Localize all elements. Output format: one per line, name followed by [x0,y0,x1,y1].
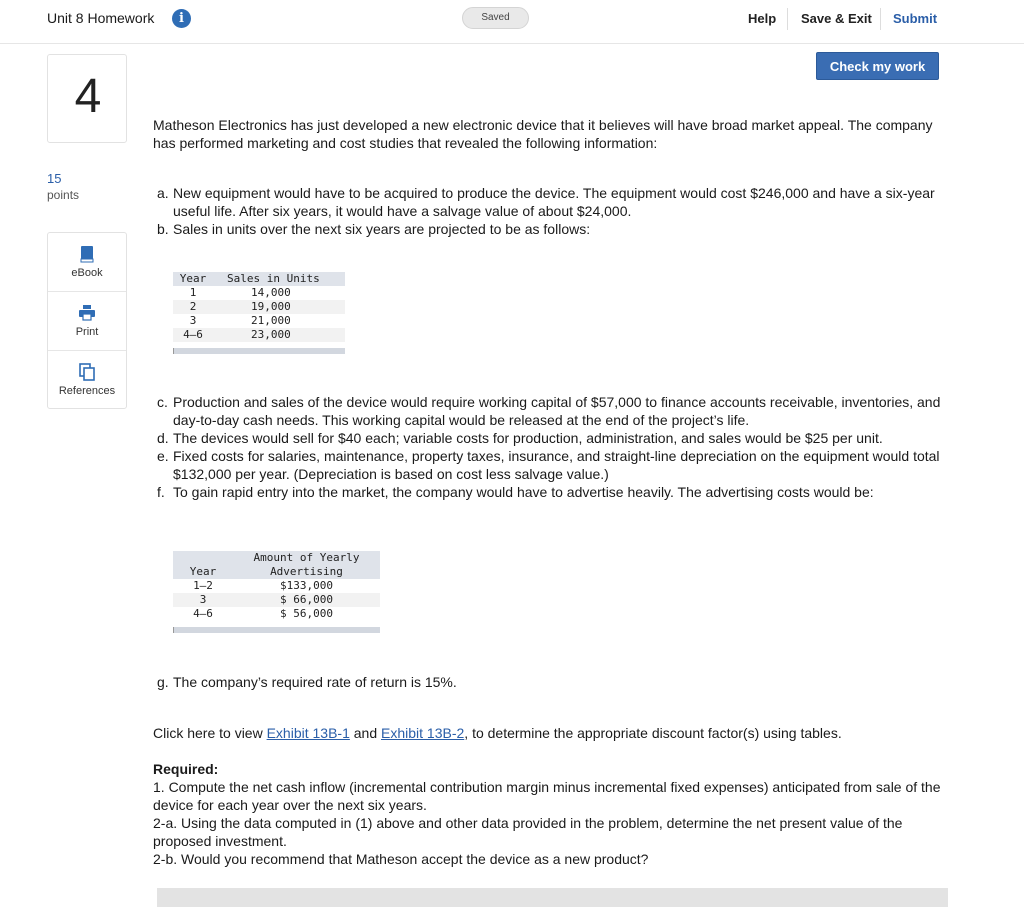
sales-table [173,272,345,354]
nav-divider [787,8,788,30]
item-marker: d. [157,430,169,446]
check-my-work-button[interactable]: Check my work [816,52,939,80]
column-header: Amount of Yearly [253,551,360,564]
column-header: Sales in Units [227,272,320,285]
list-item [157,673,957,691]
item-text: Fixed costs for salaries, maintenance, property taxes, insurance, and straight-line depreciation on the equipment would total $132,000 per year. (Depreciation is based on cost less salvage value.) [173,448,940,482]
year-cell: 1 [189,286,197,299]
list-item [157,429,957,447]
item-marker: f. [157,484,165,500]
units-cell: 23,000 [251,328,291,341]
item-marker: c. [157,394,168,410]
item-g [157,673,957,691]
list-item [157,483,957,501]
table-row [173,579,380,593]
tools-panel [47,232,127,409]
references-button[interactable] [48,350,126,408]
year-cell: 2 [189,300,197,313]
required-item: 2-b. Would you recommend that Matheson accept the device as a new product? [153,851,649,867]
list-item [157,184,957,220]
item-text: Production and sales of the device would require working capital of $57,000 to finance accounts receivable, inventories, and day-to-day cash needs. This working capital would be released at the end of the project’s life. [173,394,941,428]
item-text: The devices would sell for $40 each; variable costs for production, administration, and sales would be $25 per unit. [173,430,883,446]
submit-link[interactable]: Submit [893,11,938,26]
exhibit-13b-2-link[interactable]: Exhibit 13B-2 [381,725,465,741]
year-cell: 4–6 [183,328,203,341]
question-number: 4 [74,70,102,123]
year-cell: 4–6 [193,607,213,620]
required-item: 1. Compute the net cash inflow (incremental contribution margin minus incremental fixed expenses) anticipated from sale of the device for each year over the next six years. [153,779,941,813]
year-cell: 3 [189,314,197,327]
ebook-label: eBook [71,267,103,279]
table-row [173,300,345,314]
save-exit-link[interactable]: Save & Exit [801,11,872,26]
required-item: 2-a. Using the data computed in (1) above and other data provided in the problem, determine the net present value of the proposed investment. [153,815,903,849]
column-header: Year [189,565,217,578]
item-marker: b. [157,221,169,237]
top-bar [0,0,1024,44]
table-footer-bar [173,348,345,354]
table-footer-bar [173,627,380,633]
amount-cell: $ 66,000 [280,593,333,606]
item-marker: g. [157,674,169,690]
units-cell: 14,000 [251,286,291,299]
column-header: Year [179,272,207,285]
points-label: points [47,188,80,202]
item-text: The company’s required rate of return is 15%. [173,674,457,690]
ebook-button[interactable] [48,233,126,291]
item-marker: e. [157,448,169,464]
amount-cell: $133,000 [280,579,333,592]
item-text: To gain rapid entry into the market, the company would have to advertise heavily. The advertising costs would be: [173,484,874,500]
book-icon [78,245,96,263]
column-header: Advertising [270,565,343,578]
print-button[interactable] [48,291,126,349]
year-cell: 3 [199,593,207,606]
help-link[interactable]: Help [748,11,777,26]
year-cell: 1–2 [193,579,213,592]
question-number-box [47,54,127,143]
table-header-row [173,551,380,579]
table-row [173,593,380,607]
items-a-b [157,184,957,238]
saved-status-badge: Saved [462,7,529,29]
item-text: New equipment would have to be acquired to produce the device. The equipment would cost $246,000 and have a six-year useful life. After six years, it would have a salvage value of about $24,000. [173,185,935,219]
printer-icon [78,304,96,322]
nav-divider [880,8,881,30]
units-cell: 21,000 [251,314,291,327]
answer-section-bar [157,888,948,907]
list-item [157,393,957,429]
table-row [173,286,345,300]
table-row [173,314,345,328]
units-cell: 19,000 [251,300,291,313]
amount-cell: $ 56,000 [280,607,333,620]
table-row [173,328,345,342]
print-label: Print [75,326,99,338]
exhibit-13b-1-link[interactable]: Exhibit 13B-1 [266,725,350,741]
assignment-title: Unit 8 Homework [47,10,155,26]
references-label: References [58,385,116,397]
required-heading: Required: [153,761,219,777]
item-marker: a. [157,185,169,201]
advertising-table [173,551,380,633]
required-list [153,778,953,868]
info-icon[interactable]: i [172,9,191,28]
points-value: 15 [47,171,62,186]
problem-intro: Matheson Electronics has just developed a new electronic device that it believes will have broad market appeal. The company has performed marketing and cost studies that revealed the following information: [153,117,933,151]
items-c-f [157,393,957,501]
table-header-row [173,272,345,286]
table-row [173,607,380,621]
exhibits-text: Click here to view Exhibit 13B-1 and Exhibit 13B-2, to determine the appropriate discount factor(s) using tables. [153,725,842,741]
item-text: Sales in units over the next six years are projected to be as follows: [173,221,591,237]
list-item [157,220,957,238]
copy-icon [78,363,96,381]
list-item [157,447,957,483]
